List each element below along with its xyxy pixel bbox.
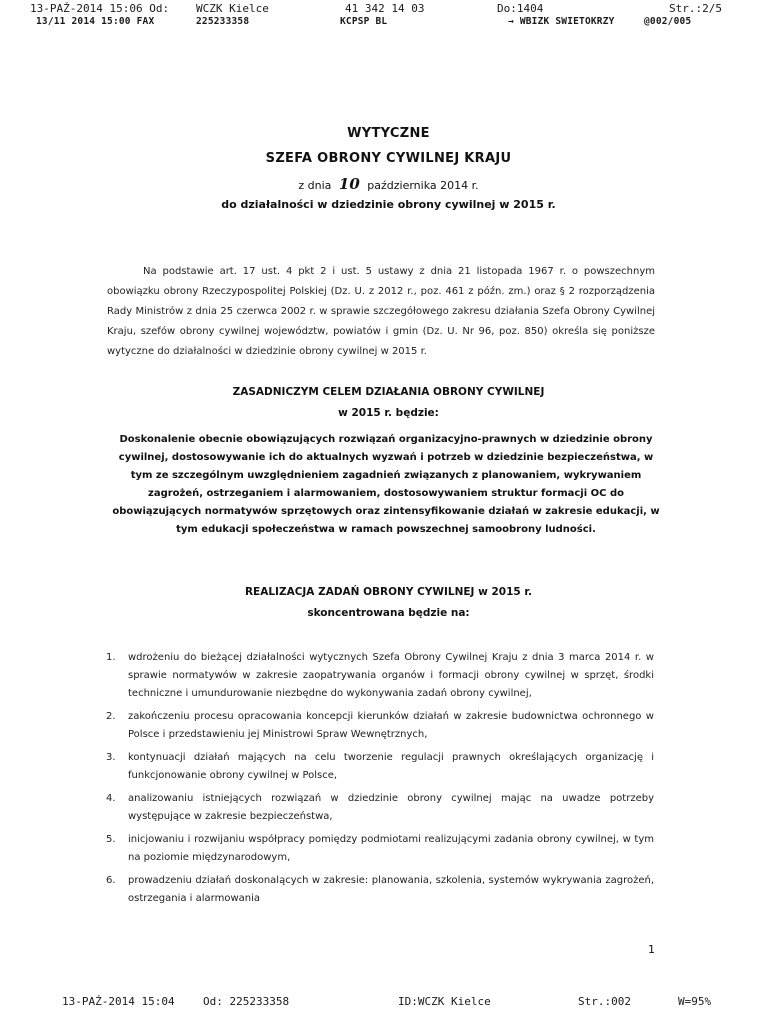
list-item [106, 708, 654, 744]
list-item-number: 4. [106, 793, 116, 804]
list-item-number: 5. [106, 834, 116, 845]
list-item-text: zakończeniu procesu opracowania koncepcji kierunków działań w zakresie budownictwa ochronnego w Polsce i przedstawieniu jej Ministrowi Spraw Wewnętrznych, [128, 711, 654, 740]
list-item-number: 1. [106, 652, 116, 663]
document-title: WYTYCZNE [347, 126, 430, 141]
intro-paragraph: Na podstawie art. 17 ust. 4 pkt 2 i ust. 5 ustawy z dnia 21 listopada 1967 r. o powszechnym obowiązku obrony Rzeczypospolitej Polskiej (Dz. U. z 2012 r., poz. 461 z późn. zm.) oraz § 2 rozporządzenia Rady Ministrów z dnia 25 czerwca 2002 r. w sprawie szczegółowego zakresu działania Szefa Obrony Cywilnej Kraju, szefów obrony cywilnej województw, powiatów i gmin (Dz. U. Nr 96, poz. 850) określa się poniższe wytyczne do działalności w dziedzinie obrony cywilnej w 2015 r. [107, 266, 655, 357]
fax-footer-id: ID:WCZK Kielce [398, 995, 491, 1008]
list-item [106, 649, 654, 703]
list-item-number: 3. [106, 752, 116, 763]
fax-footer-page: Str.:002 [578, 995, 631, 1008]
fax-header-to: Do:1404 [497, 2, 544, 15]
section1-subheading: w 2015 r. będzie: [338, 407, 439, 419]
list-item-text: analizowaniu istniejących rozwiązań w dziedzinie obrony cywilnej mając na uwadze potrzeby występujące w zakresie bezpieczeństwa, [128, 793, 654, 822]
fax-footer-from: Od: 225233358 [203, 995, 290, 1008]
fax-footer-datetime: 13-PAŹ-2014 15:04 [62, 995, 175, 1008]
fax-header-datetime: 13-PAŹ-2014 15:06 Od: [30, 2, 170, 15]
list-item-text: wdrożeniu do bieżącej działalności wytycznych Szefa Obrony Cywilnej Kraju z dnia 3 marca 2014 r. w sprawie normatywów w zakresie zaopatrywania organów i formacji obrony cywilnej w sprzęt, środki techniczne i umundurowanie niezbędne do wykonywania zadań obrony cywilnej, [128, 652, 654, 699]
list-item-number: 2. [106, 711, 116, 722]
fax-footer-quality: W=95% [678, 995, 712, 1008]
handwritten-date: 10 [338, 175, 360, 193]
list-item [106, 749, 654, 785]
section2-subheading: skoncentrowana będzie na: [307, 607, 470, 619]
section2-heading: REALIZACJA ZADAŃ OBRONY CYWILNEJ w 2015 r. [244, 586, 533, 598]
list-item-text: inicjowaniu i rozwijaniu współpracy pomiędzy podmiotami realizującymi zadania obrony cywilnej, w tym na poziomie międzynarodowym, [128, 834, 654, 863]
section1-body: Doskonalenie obecnie obowiązujących rozwiązań organizacyjno-prawnych w dziedzinie obrony cywilnej, dostosowywanie ich do aktualnych wyzwań i potrzeb w dziedzinie bezpieczeństwa, w tym ze szczególnym uwzględnieniem zagadnień związanych z planowaniem, wykrywaniem zagrożeń, ostrzeganiem i alarmowaniem, dostosowywaniem struktur formacji OC do obowiązujących normatywów sprzętowych oraz zintensyfikowanie działań w zakresie edukacji, w tym edukacji społeczeństwa w ramach powszechnej samoobrony ludności. [112, 434, 660, 535]
document-purpose: do działalności w dziedzinie obrony cywilnej w 2015 r. [221, 198, 556, 211]
fax-header-sender: WCZK Kielce [196, 2, 269, 15]
fax-header2-number: 225233358 [196, 16, 250, 27]
fax-header-page: Str.:2/5 [669, 2, 722, 15]
list-item-number: 6. [106, 875, 116, 886]
date-prefix: z dnia [298, 179, 332, 192]
fax-header2-datetime: 13/11 2014 15:00 FAX [36, 16, 155, 27]
list-item-text: kontynuacji działań mających na celu tworzenie regulacji prawnych określających organizację i funkcjonowanie obrony cywilnej w Polsce, [128, 752, 654, 781]
tasks-list [106, 649, 654, 913]
list-item [106, 872, 654, 908]
date-suffix: października 2014 r. [367, 179, 479, 192]
section1-heading: ZASADNICZYM CELEM DZIAŁANIA OBRONY CYWILNEJ [232, 386, 545, 398]
list-item-text: prowadzeniu działań doskonalących w zakresie: planowania, szkolenia, systemów wykrywania zagrożeń, ostrzegania i alarmowania [128, 875, 654, 904]
document-date [0, 175, 777, 193]
fax-header2-org: KCPSP BL [340, 16, 388, 27]
fax-header2-destination: → WBIZK SWIETOKRZY [508, 16, 615, 27]
list-item [106, 790, 654, 826]
list-item [106, 831, 654, 867]
fax-header-phone: 41 342 14 03 [345, 2, 425, 15]
page-number: 1 [648, 943, 655, 956]
document-subtitle: SZEFA OBRONY CYWILNEJ KRAJU [265, 151, 512, 166]
fax-header2-page: @002/005 [644, 16, 692, 27]
